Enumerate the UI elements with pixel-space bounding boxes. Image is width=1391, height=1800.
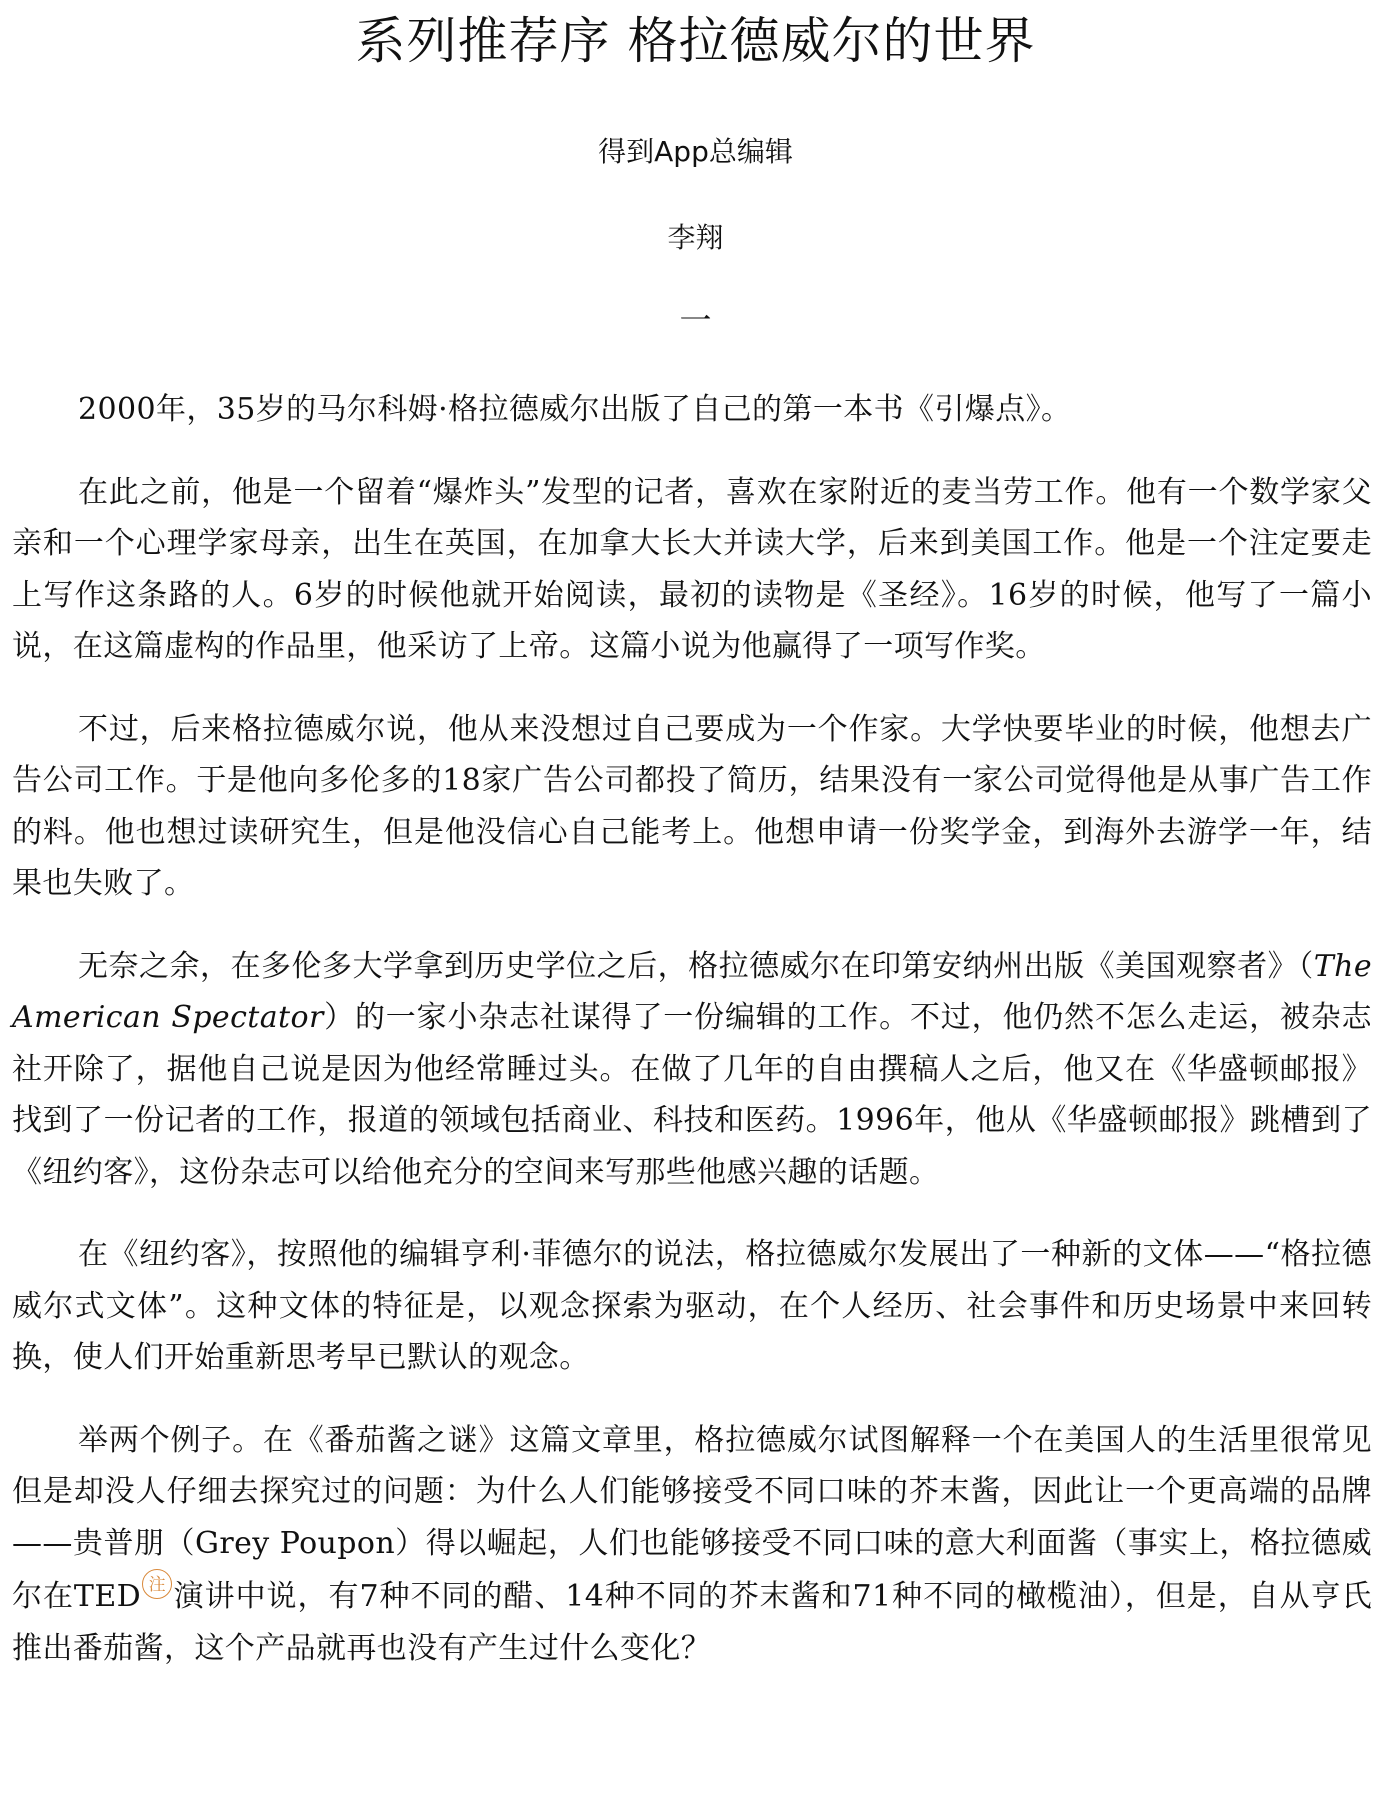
footnote-icon[interactable]: 注 (142, 1569, 172, 1599)
paragraph-4-text-after: ）的一家小杂志社谋得了一份编辑的工作。不过，他仍然不怎么走运，被杂志社开除了，据他自己说是因为他经常睡过头。在做了几年的自由撰稿人之后，他又在《华盛顿邮报》找到了一份记者的工作，报道的领域包括商业、科技和医药。1996年，他从《华盛顿邮报》跳槽到了《纽约客》，这份杂志可以给他充分的空间来写那些他感兴趣的话题。 (12, 1000, 1372, 1190)
paragraph-6-text-after: 演讲中说，有7种不同的醋、14种不同的芥末酱和71种不同的橄榄油），但是，自从亨氏推出番茄酱，这个产品就再也没有产生过什么变化？ (12, 1579, 1372, 1666)
section-number: 一 (679, 301, 712, 339)
author-name: 李翔 (667, 221, 724, 254)
body-text (12, 384, 1372, 1705)
paragraph-5: 在《纽约客》，按照他的编辑亨利·菲德尔的说法，格拉德威尔发展出了一种新的文体——“格拉德威尔式文体”。这种文体的特征是，以观念探索为驱动，在个人经历、社会事件和历史场景中来回转换，使人们开始重新思考早已默认的观念。 (12, 1237, 1372, 1375)
author-role: 得到App总编辑 (598, 135, 793, 168)
paragraph-4-text-before: 无奈之余，在多伦多大学拿到历史学位之后，格拉德威尔在印第安纳州出版《美国观察者》（ (78, 948, 1314, 984)
paragraph-1: 2000年，35岁的马尔科姆·格拉德威尔出版了自己的第一本书《引爆点》。 (78, 392, 1072, 427)
page-title: 系列推荐序 格拉德威尔的世界 (355, 12, 1036, 70)
paragraph-6-text-before: 举两个例子。在《番茄酱之谜》这篇文章里，格拉德威尔试图解释一个在美国人的生活里很常见但是却没人仔细去探究过的问题：为什么人们能够接受不同口味的芥末酱，因此让一个更高端的品牌——贵普朋（Grey Poupon）得以崛起，人们也能够接受不同口味的意大利面酱（事实上，格拉德威尔在TED (12, 1422, 1372, 1614)
paragraph-2: 在此之前，他是一个留着“爆炸头”发型的记者，喜欢在家附近的麦当劳工作。他有一个数学家父亲和一个心理学家母亲，出生在英国，在加拿大长大并读大学，后来到美国工作。他是一个注定要走上写作这条路的人。6岁的时候他就开始阅读，最初的读物是《圣经》。16岁的时候，他写了一篇小说，在这篇虚构的作品里，他采访了上帝。这篇小说为他赢得了一项写作奖。 (12, 474, 1372, 664)
magazine-title-italic: The American Spectator (12, 948, 1372, 1035)
paragraph-3: 不过，后来格拉德威尔说，他从来没想过自己要成为一个作家。大学快要毕业的时候，他想去广告公司工作。于是他向多伦多的18家广告公司都投了简历，结果没有一家公司觉得他是从事广告工作的料。他也想过读研究生，但是他没信心自己能考上。他想申请一份奖学金，到海外去游学一年，结果也失败了。 (12, 711, 1372, 901)
paragraph-4 (12, 941, 1372, 1199)
paragraph-6 (12, 1415, 1372, 1675)
